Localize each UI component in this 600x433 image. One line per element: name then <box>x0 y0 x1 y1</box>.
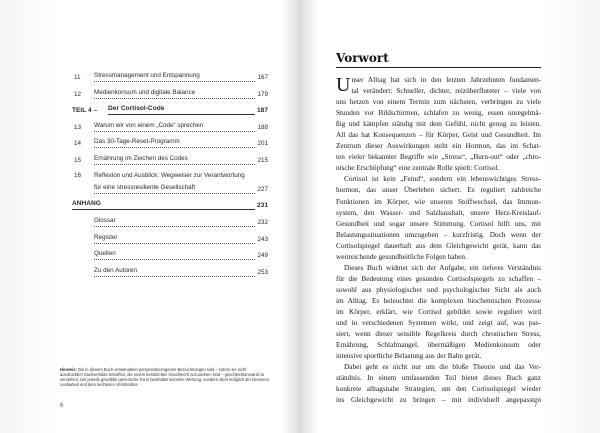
toc-chapter-number: 16 <box>74 171 82 179</box>
page-number-right: 7 <box>534 403 538 409</box>
toc-appendix-quellen[interactable] <box>94 250 268 260</box>
table-of-contents <box>72 72 268 284</box>
note-label: Hinweis: <box>60 367 77 372</box>
toc-chapter-title: Stressmanagement und Entspannung <box>94 72 200 79</box>
toc-page-number: 249 <box>257 252 268 260</box>
text-line: Ernährung, Schlafmangel, übermäßigen Medienkonsum oder <box>336 341 541 350</box>
toc-chapter-title-line1: Reflexion und Ausblick: Wegweiser zur Verantwortung <box>94 171 245 179</box>
note-text: Die in diesem Buch verwendeten personenbezogenen Bezeichnungen sind – sofern sie nicht ausdrücklich Sachverhalte betreffen, die einem bestimmten Geschlecht zuzuordnen sind – geschlechtsneutral zu verstehen. Die jeweils gewählte generische Form beinhaltet keinerlei Wertung, sondern dient lediglich der besseren Lesbarkeit und dem leichteren Verständnis. <box>60 367 270 387</box>
toc-appendix-title: Zu den Autoren <box>94 266 138 274</box>
text-line: konkrete alltagsnahe Strategien, um den Cortisolspiegel wieder <box>336 385 541 394</box>
text-line: siert, wenn dieser sensible Regelkreis durch chronischen Stress, <box>336 330 541 339</box>
text-line: Cortisolspiegel dauerhaft aus dem Gleichgewicht gerät, kann das <box>336 241 541 250</box>
toc-appendix-title: Glossar <box>94 217 116 225</box>
toc-part-4[interactable] <box>72 105 268 115</box>
text-line: Dabei geht es nicht nur um die bloße Theorie und das Ver- <box>344 363 541 372</box>
text-line: Belastungssituationen umzugehen – kurzfristig. Doch wenn der <box>336 230 541 239</box>
toc-page-number: 188 <box>257 123 268 131</box>
text-line: Dieses Buch widmet sich der Aufgabe, ein tieferes Verständnis <box>344 263 541 272</box>
toc-page-number: 215 <box>257 156 268 164</box>
page-number-left: 6 <box>60 403 64 409</box>
toc-entry-13[interactable] <box>72 122 268 132</box>
toc-page-number: 232 <box>257 219 268 227</box>
toc-page-number: 179 <box>257 90 268 98</box>
text-line: Funktionen im Körper, wie unseren Stoffwechsel, das Immun- <box>336 197 541 206</box>
text-line: tal verändert: Schneller, dichter, reizüberfluteter – viele von <box>351 87 541 96</box>
toc-entry-15[interactable] <box>72 155 268 165</box>
toc-page-number: 167 <box>257 74 268 81</box>
toc-page-number: 243 <box>257 235 268 243</box>
vorwort-body <box>336 75 541 406</box>
toc-chapter-title: Warum wir von einem „Code“ sprechen <box>94 121 204 129</box>
text-line: nische Erschöpfung“ eine zentrale Rolle spielt: Cortisol. <box>336 164 500 173</box>
heading-rule <box>336 67 541 68</box>
text-line: ßig und kämpfen ständig mit dem Gefühl, nicht genug zu leisten. <box>336 120 541 129</box>
text-line: ten vieler bekannter Begriffe wie „Stress“, „Burn-out“ oder „chro- <box>336 153 541 162</box>
text-line: nser Alltag hat sich in den letzten Jahrzehnten fundamen- <box>351 76 541 84</box>
toc-entry-12[interactable] <box>72 89 268 99</box>
toc-entry-16[interactable] <box>72 172 268 194</box>
toc-page-number: 231 <box>256 202 268 210</box>
text-line: Stunden vor Bildschirmen, schlafen zu wenig, essen unregelmä- <box>336 109 541 118</box>
toc-chapter-title-line2: für eine stressresiliente Gesellschaft <box>94 183 196 191</box>
toc-chapter-title: Das 30-Tage-Reset-Programm <box>94 138 180 146</box>
text-line: und in verschiedenen Systemen wirkt, und zeigt auf, was pas- <box>336 319 541 328</box>
toc-anhang-title: ANHANG <box>72 200 101 208</box>
text-line: Gesundheit und sogar unsere Stimmung. Cortisol hilft uns, mit <box>336 219 541 228</box>
toc-chapter-title: Medienkonsum und digitale Balance <box>94 88 196 96</box>
text-line: weitreichende gesundheitliche Folgen haben. <box>336 252 467 261</box>
toc-chapter-number: 12 <box>74 90 82 98</box>
toc-appendix-autoren[interactable] <box>94 267 268 277</box>
toc-entry-11[interactable] <box>72 72 268 82</box>
text-line: Zentrum dieser Auswirkungen steht ein Hormon, das im Schat- <box>336 142 541 151</box>
toc-page-number: 201 <box>257 140 268 148</box>
toc-page-number: 253 <box>257 268 268 276</box>
toc-chapter-title: Ernährung im Zeichen des Codes <box>94 154 188 162</box>
text-line: hormon, das unser Überleben sichert. Es reguliert zahlreiche <box>336 186 541 195</box>
toc-appendix-glossar[interactable] <box>94 217 268 227</box>
toc-appendix-register[interactable] <box>94 234 268 244</box>
text-line: uns hetzen von einem Termin zum nächsten, verbringen zu viele <box>336 98 541 107</box>
toc-appendix-title: Register <box>94 233 118 241</box>
toc-chapter-number: 13 <box>74 123 82 131</box>
text-line: im Körper, erklärt, wie Cortisol gebildet sowie reguliert wird <box>336 307 541 316</box>
text-line: im Alltag. Es beleuchtet die komplexen biochemischen Prozesse <box>336 296 541 305</box>
toc-entry-14[interactable] <box>72 138 268 148</box>
text-line: für die Bedeutung eines gesunden Cortisolspiegels zu schaffen – <box>336 274 541 283</box>
text-line: system, den Wasser- und Salzhaushalt, unsere Herz-Kreislauf- <box>336 208 541 217</box>
toc-anhang[interactable] <box>72 200 268 210</box>
toc-part-label: TEIL 4 – <box>72 107 98 115</box>
toc-page-number: 227 <box>257 185 268 193</box>
toc-chapter-number: 11 <box>74 74 81 81</box>
toc-chapter-number: 14 <box>74 140 82 148</box>
drop-cap: U <box>336 74 351 96</box>
text-line: ins Gleichgewicht zu bringen – mit individuell angepassten <box>336 396 541 405</box>
right-page <box>300 0 600 433</box>
text-line: ständnis. In einem umfassenden Teil bietet dieses Buch ganz <box>336 374 541 383</box>
chapter-heading: Vorwort <box>336 51 389 65</box>
text-line: All das hat Konsequenzen – für Körper, Geist und Gesundheit. Im <box>336 131 541 140</box>
gender-note <box>60 368 270 388</box>
toc-page-number: 187 <box>256 107 268 115</box>
toc-chapter-number: 15 <box>74 156 82 164</box>
text-line: Cortisol ist kein „Feind“, sondern ein lebenswichtiges Stress- <box>344 175 541 184</box>
text-line: sowohl aus physiologischer und psychologischer Sicht als auch <box>336 285 541 294</box>
text-line: intensive sportliche Belastung aus der Bahn gerät. <box>336 352 482 361</box>
toc-appendix-title: Quellen <box>94 250 116 258</box>
toc-part-title: Der Cortisol-Code <box>108 105 165 113</box>
